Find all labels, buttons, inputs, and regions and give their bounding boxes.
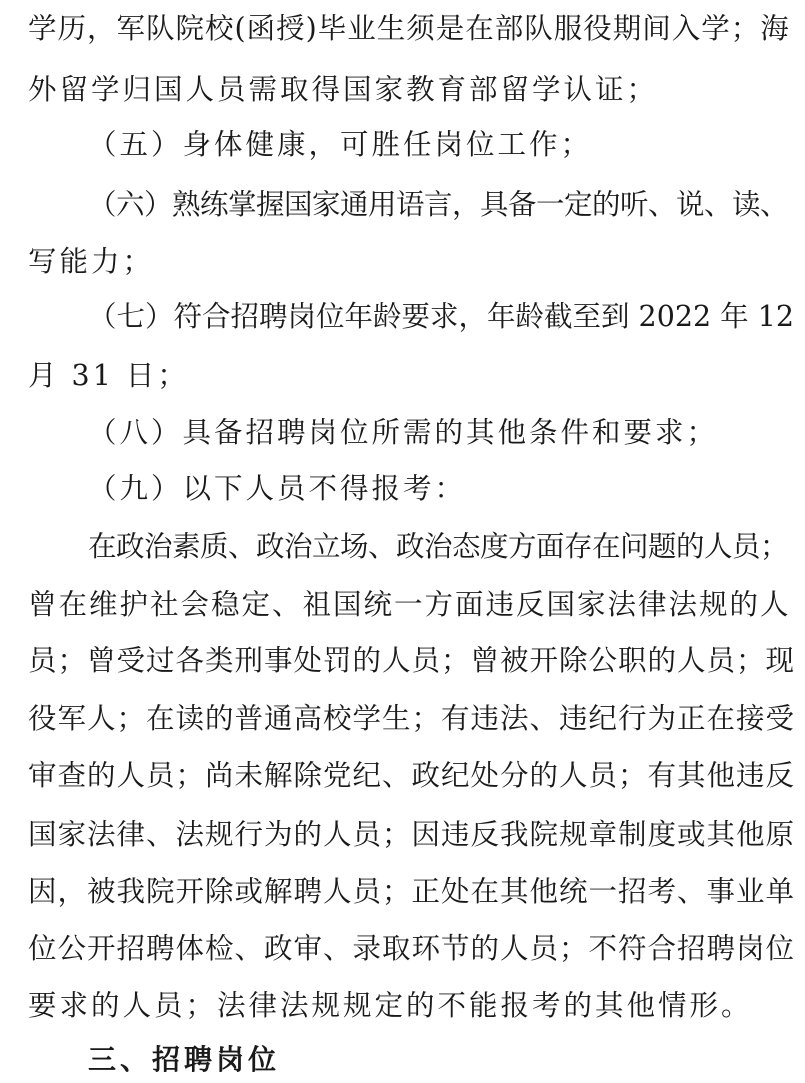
paragraph-line: 国家法律、法规行为的人员；因违反我院规章制度或其他原 [28, 818, 796, 851]
paragraph-line: （八）具备招聘岗位所需的其他条件和要求； [88, 416, 719, 449]
paragraph-line: 因，被我院开除或解聘人员；正处在其他统一招考、事业单 [28, 875, 796, 908]
paragraph-line: 役军人；在读的普通高校学生；有违法、违纪行为正在接受 [28, 702, 796, 735]
paragraph-line: 位公开招聘体检、政审、录取环节的人员；不符合招聘岗位 [28, 932, 796, 965]
paragraph-line: 外留学归国人员需取得国家教育部留学认证； [28, 73, 659, 106]
paragraph-line: （九）以下人员不得报考： [88, 472, 467, 505]
paragraph-line: 写能力； [28, 245, 155, 278]
paragraph-line: 要求的人员；法律法规规定的不能报考的其他情形。 [28, 989, 753, 1022]
paragraph-line: 在政治素质、政治立场、政治态度方面存在问题的人员； [88, 530, 789, 563]
section-heading: 三、招聘岗位 [88, 1043, 281, 1076]
paragraph-line: 员；曾受过各类刑事处罚的人员；曾被开除公职的人员；现 [28, 644, 796, 677]
paragraph-line: 审查的人员；尚未解除党纪、政纪处分的人员；有其他违反 [28, 759, 796, 792]
paragraph-line: 学历，军队院校(函授)毕业生须是在部队服役期间入学；海 [28, 12, 790, 45]
paragraph-line: （五）身体健康，可胜任岗位工作； [88, 128, 593, 161]
paragraph-line: 曾在维护社会稳定、祖国统一方面违反国家法律法规的人 [28, 588, 791, 621]
paragraph-line: 月 31 日； [28, 359, 189, 392]
paragraph-line: （七）符合招聘岗位年龄要求，年龄截至到 2022 年 12 [88, 300, 794, 333]
paragraph-line: （六）熟练掌握国家通用语言，具备一定的听、说、读、 [88, 188, 789, 221]
